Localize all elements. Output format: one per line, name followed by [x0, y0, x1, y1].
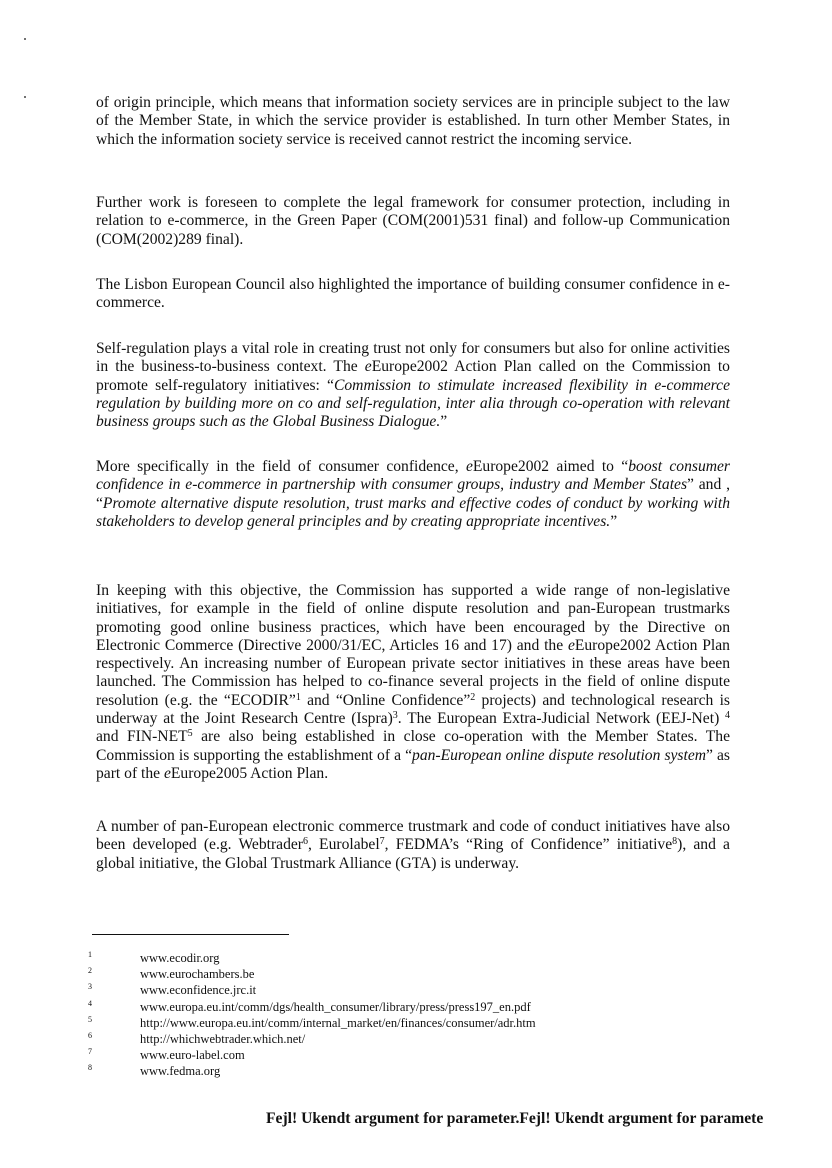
- paragraph: [96, 458, 730, 531]
- footnote-text: www.ecodir.org: [140, 951, 220, 965]
- footnote-ref: 8: [672, 836, 678, 848]
- footnote-text: www.eurochambers.be: [140, 967, 255, 982]
- italic-text: e: [567, 636, 575, 654]
- footnote-number: 2: [88, 966, 92, 976]
- page-footer-field-error: Fejl! Ukendt argument for parameter.Fejl! Ukendt argument for paramete: [266, 1110, 764, 1127]
- footnote-text: www.europa.eu.int/comm/dgs/health_consumer/library/press/press197_en.pdf: [140, 999, 531, 1014]
- scan-speck: [24, 38, 26, 40]
- text-run: Europe2002 aimed to “: [472, 458, 629, 475]
- footnote: [88, 1063, 648, 1079]
- text-run: Europe2002 Action Plan respectively. An increasing number of European private sector initiatives in these areas have been launched. The Commission has helped to co-finance several projects in the field of online dispute resolution (e.g. the “ECODIR”: [96, 636, 730, 709]
- footnote: [88, 950, 648, 966]
- footnote-ref: 2: [470, 691, 476, 703]
- paragraph: [96, 340, 730, 431]
- footnote-number: 8: [88, 1063, 92, 1073]
- footnote: [88, 966, 648, 982]
- footnote-separator: [92, 934, 289, 935]
- text-run: ”: [610, 512, 618, 530]
- text-run: of origin principle, which means that information society services are in principle subject to the law of the Member State, in which the service provider is established. In turn other Member States, in which the information society service is received cannot restrict the incoming service.: [96, 94, 730, 148]
- text-run: , Eurolabel: [307, 836, 380, 854]
- italic-text: pan-European online dispute resolution system: [412, 746, 707, 764]
- footnote-text: www.fedma.org: [140, 1064, 221, 1079]
- text-run: are also being established in close co-operation with the Member States. The Commission is supporting the establishment of a “: [96, 728, 731, 764]
- italic-text: Promote alternative dispute resolution, trust marks and effective codes of conduct by working with stakeholders to develop general principles and by creating appropriate incentives.: [96, 494, 730, 530]
- footnote: [88, 982, 648, 998]
- text-run: projects) and technological research is underway at the Joint Research Centre (Ispra): [96, 691, 730, 728]
- footnote: [88, 1031, 648, 1047]
- text-run: ”: [440, 413, 448, 431]
- footnote-ref: 1: [295, 691, 301, 703]
- paragraph: [96, 276, 730, 313]
- footnote: [88, 999, 648, 1015]
- text-run: In keeping with this objective, the Commission has supported a wide range of non-legislative initiatives, for example in the field of online dispute resolution and pan-European trustmarks promoting good online business practices, which have been encouraged by the Directive on Electronic Commerce (Directive 2000/31/EC, Articles 16 and 17) and the: [96, 582, 730, 654]
- footnote-ref: 6: [302, 836, 308, 848]
- paragraph: [96, 582, 730, 783]
- paragraph: [96, 194, 730, 249]
- footnote-number: 3: [88, 982, 92, 992]
- text-run: The Lisbon European Council also highlighted the importance of building consumer confidence in e-commerce.: [96, 276, 730, 312]
- footnote-number: 5: [88, 1014, 92, 1024]
- footnote: [88, 1015, 648, 1031]
- text-run: ” and , “: [96, 476, 730, 512]
- paragraph: [96, 94, 730, 149]
- footnote-number: 1: [88, 950, 92, 959]
- footnote-text: www.euro-label.com: [140, 1048, 245, 1063]
- footnote-ref: 5: [187, 728, 193, 740]
- text-run: Self-regulation plays a vital role in creating trust not only for consumers but also for online activities in the business-to-business context. The: [96, 340, 730, 376]
- text-run: and “Online Confidence”: [300, 691, 471, 709]
- footnote-ref: 3: [392, 710, 398, 722]
- footnotes: [88, 950, 648, 1080]
- italic-text: e: [465, 458, 473, 475]
- text-run: Further work is foreseen to complete the legal framework for consumer protection, including in relation to e-commerce, in the Green Paper (COM(2001)531 final) and follow-up Communication (COM(2002)289 final).: [96, 194, 730, 248]
- text-run: Europe2002 Action Plan called on the Commission to promote self-regulatory initiatives: “: [96, 358, 730, 394]
- italic-text: e: [364, 358, 372, 376]
- footnote-number: 7: [88, 1047, 92, 1057]
- text-run: ” as part of the: [96, 746, 731, 782]
- footnote-ref: 4: [725, 710, 730, 722]
- scan-speck: [24, 96, 26, 98]
- text-run: . The European Extra-Judicial Network (EEJ-Net): [397, 710, 725, 728]
- text-run: ), and a global initiative, the Global Trustmark Alliance (GTA) is underway.: [96, 836, 730, 872]
- text-run: Europe2005 Action Plan.: [170, 764, 329, 782]
- italic-text: e: [163, 764, 171, 782]
- italic-text: boost consumer confidence in e-commerce in partnership with consumer groups, industry and Member States: [96, 458, 730, 494]
- italic-text: Commission to stimulate increased flexibility in e-commerce regulation by building more on co and self-regulation, inter alia through co-operation with relevant business groups such as the Global Business Dialogue.: [96, 376, 730, 431]
- footnote-ref: 7: [379, 836, 385, 848]
- text-run: and FIN-NET: [96, 728, 188, 746]
- footnote-text: http://www.europa.eu.int/comm/internal_market/en/finances/consumer/adr.htm: [140, 1015, 536, 1030]
- text-run: , FEDMA’s “Ring of Confidence” initiative: [384, 836, 673, 854]
- footnote: [88, 1047, 648, 1063]
- footnote-text: www.econfidence.jrc.it: [140, 983, 257, 998]
- paragraph: [96, 818, 730, 873]
- footnote-number: 6: [88, 1030, 92, 1040]
- footnote-text: http://whichwebtrader.which.net/: [140, 1031, 306, 1046]
- footnote-number: 4: [88, 998, 92, 1008]
- text-run: A number of pan-European electronic commerce trustmark and code of conduct initiatives have also been developed (e.g. Webtrader: [96, 818, 730, 854]
- text-run: More specifically in the field of consumer confidence,: [96, 458, 466, 475]
